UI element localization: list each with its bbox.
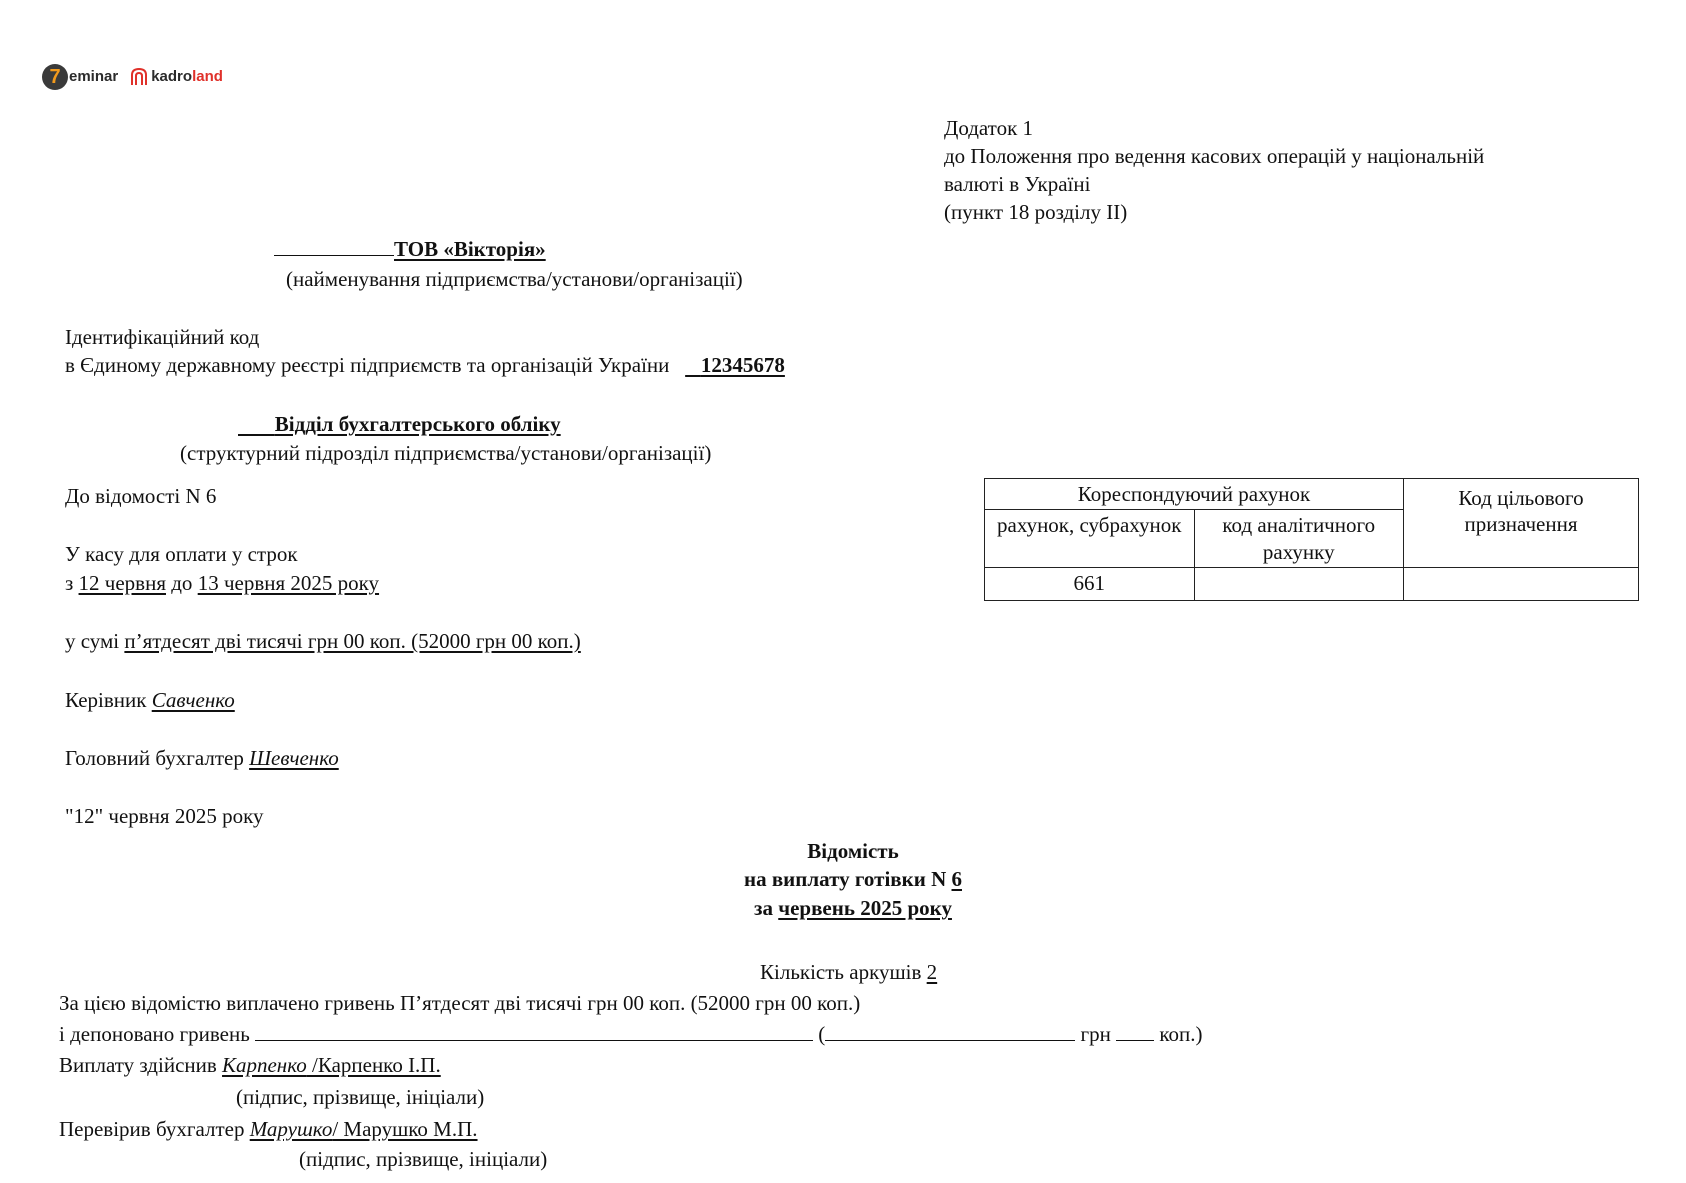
- appendix-block: [944, 114, 1484, 226]
- paid-line: За цією відомістю виплачено гривень П’ятдесят дві тисячі грн 00 коп. (52000 грн 00 коп.): [59, 991, 861, 1015]
- payer-line: Виплату здійснив Карпенко /Карпенко І.П.: [59, 1053, 441, 1077]
- statement-subtitle: на виплату готівки N 6: [743, 867, 962, 891]
- order-date: "12" червня 2025 року: [65, 804, 264, 828]
- table-header-group: Кореспондуючий рахунок: [985, 479, 1404, 510]
- table-header-analytic: код аналітичного рахунку: [1194, 510, 1404, 568]
- table-row: [985, 567, 1639, 600]
- head-signature: Савченко: [151, 688, 235, 712]
- chief-signature: Шевченко: [249, 746, 339, 770]
- appendix-line2: до Положення про ведення касових операцій у національній: [944, 144, 1485, 168]
- appendix-line1: Додаток 1: [944, 116, 1034, 140]
- head-line: Керівник Савченко: [65, 688, 235, 712]
- org-name-line: [274, 236, 546, 262]
- to-date: 13 червня 2025 року: [197, 571, 380, 595]
- table-header-account: рахунок, субрахунок: [985, 510, 1195, 568]
- checker-line: Перевірив бухгалтер Марушко/ Марушко М.П.: [59, 1117, 478, 1141]
- org-name-caption: (найменування підприємства/установи/організації): [286, 267, 743, 291]
- sheets-line: Кількість аркушів 2: [760, 960, 938, 984]
- table-cell-analytic: [1194, 567, 1404, 600]
- payer-caption: (підпис, прізвище, ініціали): [236, 1085, 485, 1109]
- department-caption: (структурний підрозділ підприємства/установи/організації): [180, 441, 712, 465]
- statement-number: 6: [951, 867, 962, 891]
- logos: [42, 64, 223, 90]
- statement-period: за червень 2025 року: [754, 896, 952, 920]
- from-date: 12 червня: [78, 571, 166, 595]
- kadroland-logo-text: kadroland: [151, 67, 223, 85]
- correspondence-table: [984, 478, 1639, 601]
- org-name: ТОВ «Вікторія»: [394, 237, 546, 261]
- id-code: 12345678: [700, 353, 785, 377]
- table-cell-account: 661: [985, 567, 1195, 600]
- chief-line: Головний бухгалтер Шевченко: [65, 746, 339, 770]
- payer-sign: Карпенко /Карпенко І.П.: [222, 1053, 441, 1077]
- seminar-logo: [42, 64, 118, 90]
- appendix-line3: валюті в Україні: [944, 172, 1091, 196]
- to-statement: До відомості N 6: [65, 484, 217, 508]
- seminar-logo-text: eminar: [69, 67, 119, 85]
- statement-title: Відомість: [807, 839, 899, 863]
- sheets-value: 2: [926, 960, 938, 984]
- statement-period-value: червень 2025 року: [778, 896, 952, 920]
- appendix-line4: (пункт 18 розділу II): [944, 200, 1128, 224]
- seminar-logo-badge: 7: [42, 64, 68, 90]
- id-label-line1: Ідентифікаційний код: [65, 325, 260, 349]
- id-label-line2: в Єдиному державному реєстрі підприємств та організацій України 12345678: [65, 353, 785, 377]
- sum-value: п’ятдесят дві тисячі грн 00 коп. (52000 грн 00 коп.): [124, 629, 581, 653]
- table-header-purpose: Код цільового призначення: [1404, 479, 1639, 568]
- pay-line1: У касу для оплати у строк: [65, 542, 298, 566]
- department-line: [238, 411, 561, 437]
- pay-period: з 12 червня до 13 червня 2025 року: [65, 571, 380, 595]
- deposited-line: і депоновано гривень ( грн коп.): [59, 1022, 1203, 1046]
- kadroland-logo: [130, 67, 223, 87]
- table-cell-purpose: [1404, 567, 1639, 600]
- checker-caption: (підпис, прізвище, ініціали): [299, 1147, 548, 1171]
- kadroland-logo-icon: [130, 67, 148, 87]
- checker-sign: Марушко/ Марушко М.П.: [249, 1117, 478, 1141]
- sum-line: у сумі п’ятдесят дві тисячі грн 00 коп. (52000 грн 00 коп.): [65, 629, 581, 653]
- department: Відділ бухгалтерського обліку: [274, 412, 561, 436]
